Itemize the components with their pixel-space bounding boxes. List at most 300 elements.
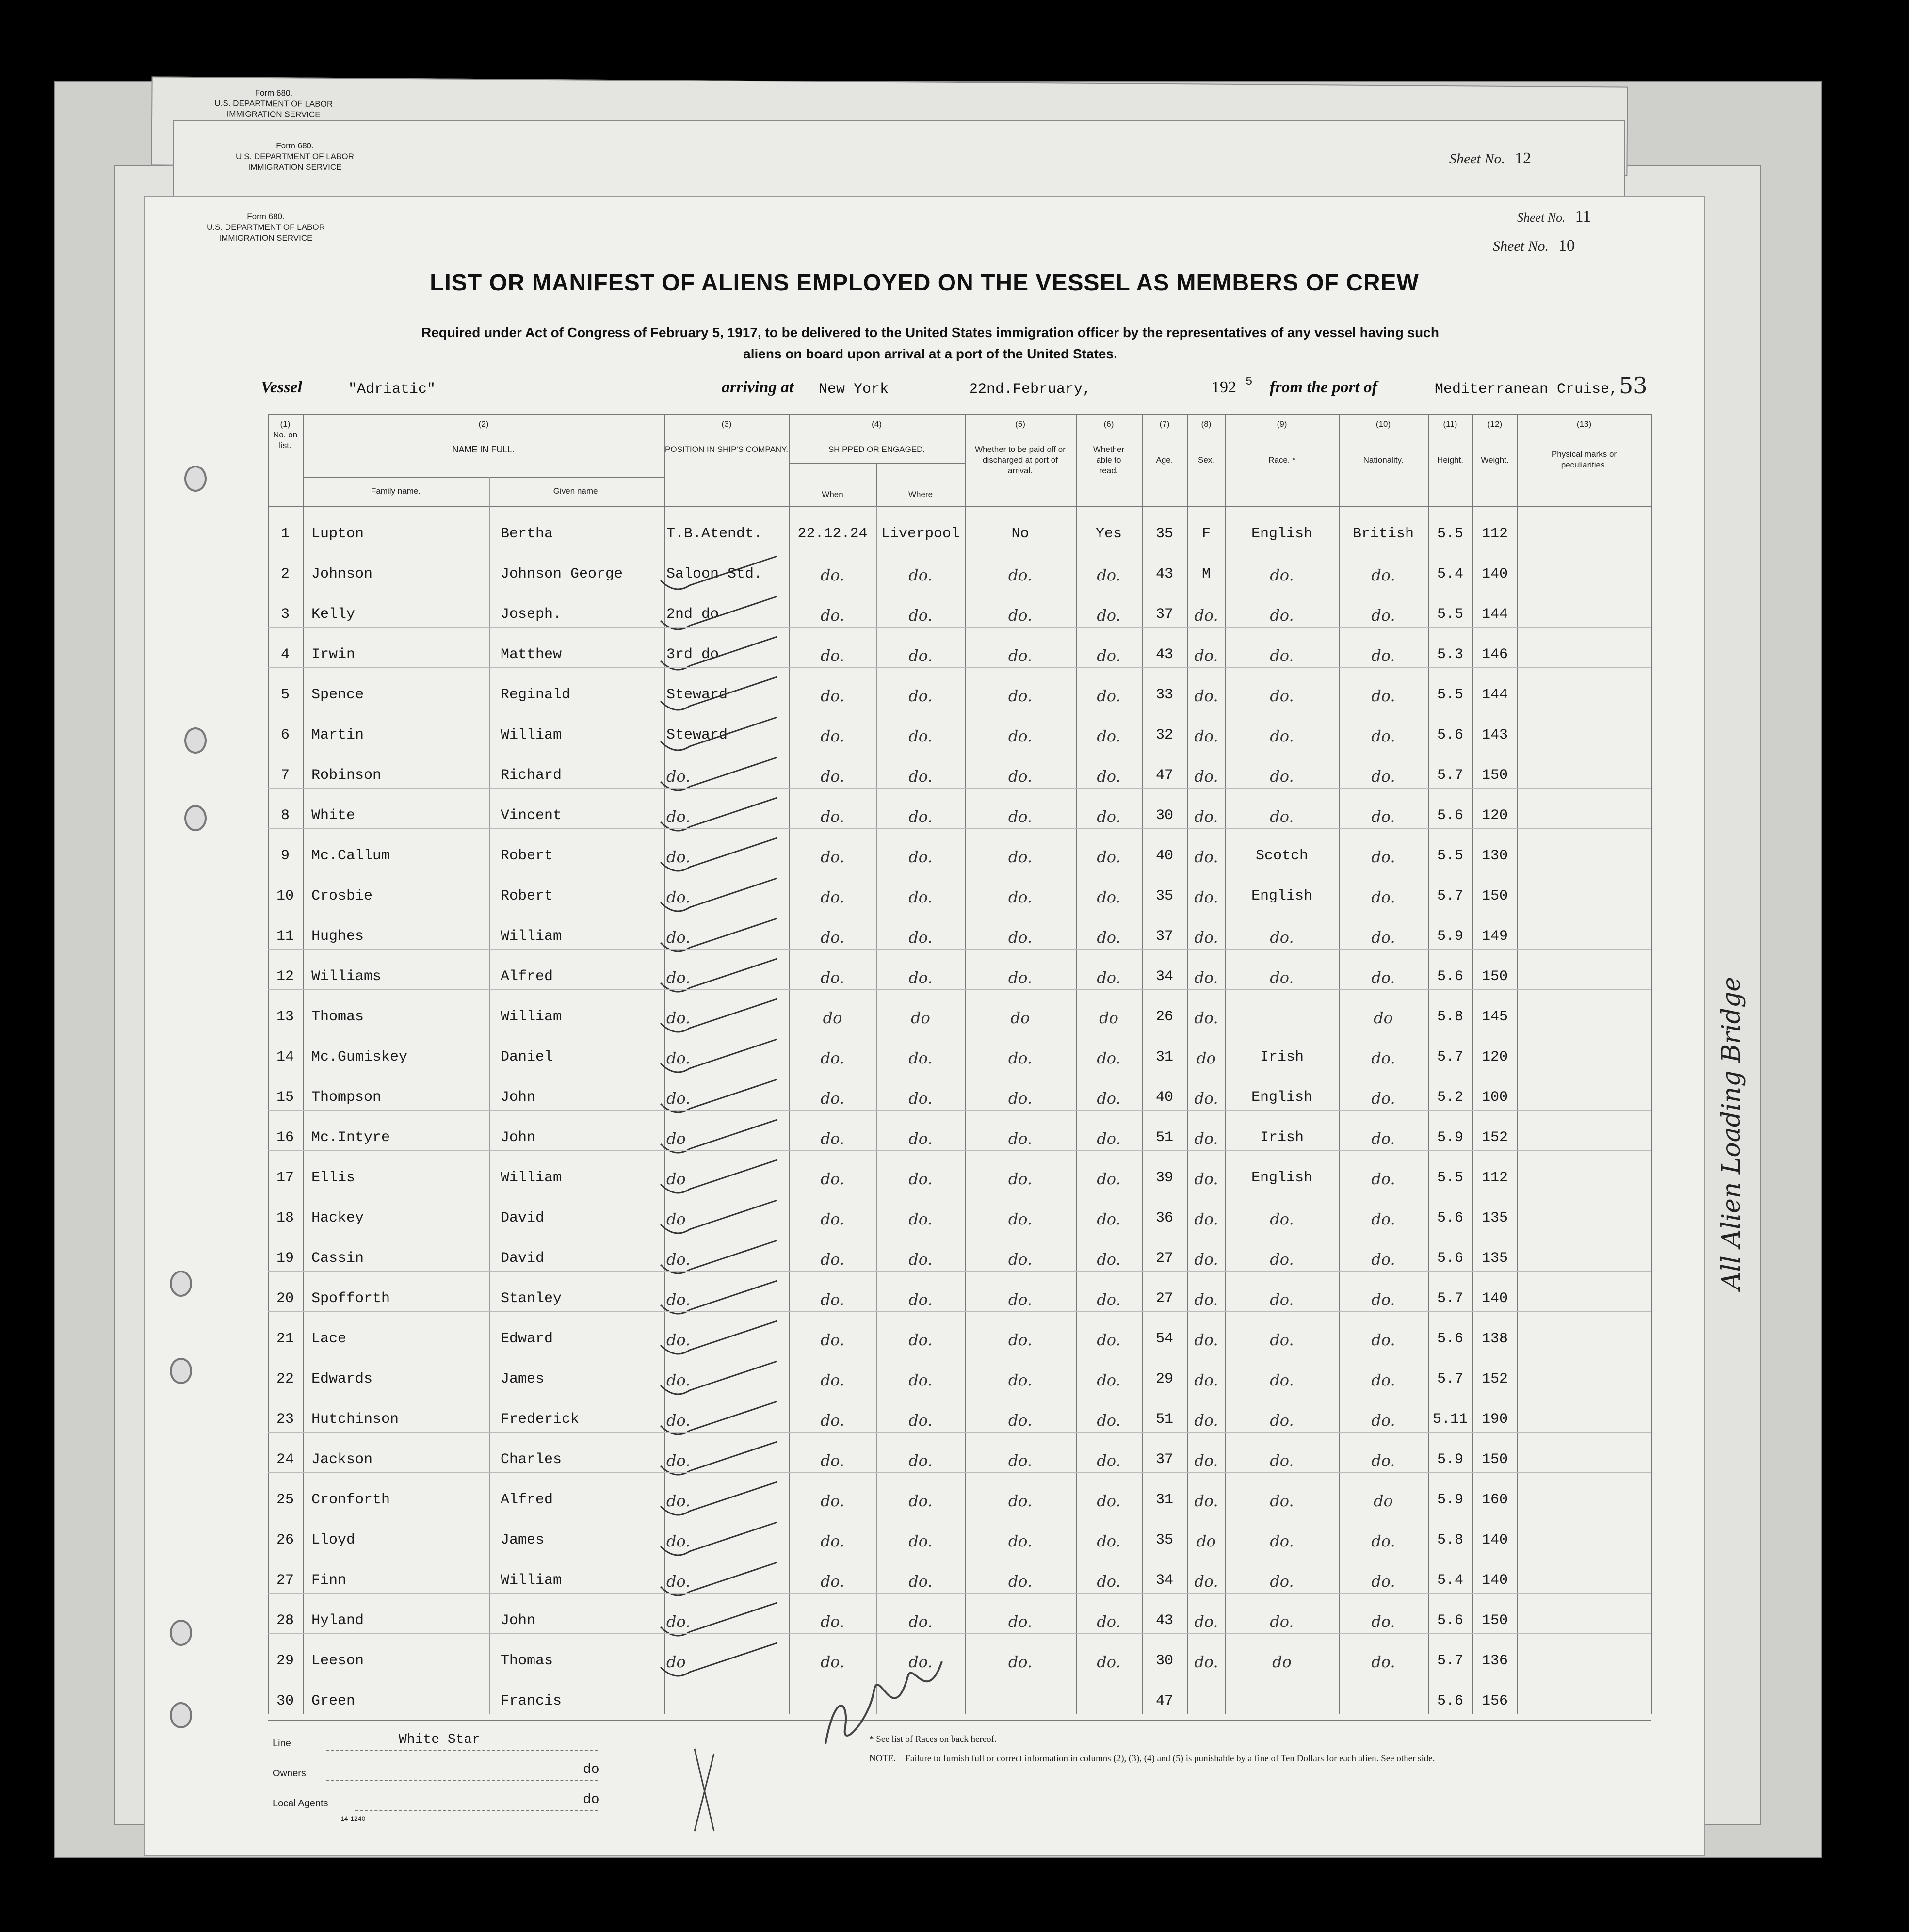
cell-read: do. bbox=[1097, 767, 1121, 786]
cell-position: do bbox=[666, 1170, 686, 1188]
form-header-back: Form 680. U.S. DEPARTMENT OF LABOR IMMIGRATION SERVICE bbox=[214, 88, 333, 119]
cell-height: 5.9 bbox=[1437, 1129, 1463, 1146]
cell-age: 47 bbox=[1155, 767, 1173, 784]
cell-weight: 140 bbox=[1481, 566, 1508, 582]
cell-no: 25 bbox=[276, 1492, 294, 1508]
cell-nationality: do. bbox=[1371, 1572, 1395, 1591]
cell-where: do. bbox=[908, 1492, 933, 1510]
cell-age: 43 bbox=[1155, 566, 1173, 582]
cell-position: do. bbox=[666, 1331, 691, 1349]
cell-given: David bbox=[501, 1250, 545, 1267]
cell-nationality: do. bbox=[1371, 1411, 1395, 1430]
cell-nationality: do. bbox=[1371, 687, 1395, 705]
col-race-header: (9) Race. * bbox=[1268, 419, 1295, 465]
cell-no: 15 bbox=[276, 1089, 294, 1106]
cell-age: 43 bbox=[1155, 646, 1173, 663]
cell-family: Kelly bbox=[311, 606, 356, 623]
table-row bbox=[268, 1070, 1651, 1110]
cell-no: 4 bbox=[280, 646, 290, 663]
cell-nationality: do. bbox=[1371, 1210, 1395, 1228]
cell-family: Hackey bbox=[311, 1210, 364, 1226]
cell-no: 14 bbox=[276, 1049, 294, 1065]
cell-where: do. bbox=[908, 1572, 933, 1591]
cell-family: Spofforth bbox=[311, 1290, 390, 1307]
cell-family: Mc.Gumiskey bbox=[311, 1049, 408, 1065]
cell-age: 30 bbox=[1155, 1653, 1173, 1669]
side-handwritten-annotation: All Alien Loading Bridge bbox=[1717, 976, 1746, 1290]
cell-weight: 136 bbox=[1481, 1653, 1508, 1669]
cell-given: Alfred bbox=[501, 968, 553, 985]
cell-family: Thomas bbox=[311, 1009, 364, 1025]
crew-manifest-table bbox=[268, 414, 1651, 1714]
table-row bbox=[268, 1311, 1651, 1352]
cell-read: do. bbox=[1097, 1290, 1121, 1309]
cell-position: do. bbox=[666, 1371, 691, 1389]
cell-where: do. bbox=[908, 1089, 933, 1108]
cell-age: 33 bbox=[1155, 687, 1173, 703]
col-position-header: (3) POSITION IN SHIP'S COMPANY. bbox=[665, 419, 788, 454]
cell-when: do bbox=[823, 1009, 842, 1027]
col-weight-header: (12) Weight. bbox=[1481, 419, 1509, 465]
sheet-number: Sheet No. 10 bbox=[1493, 237, 1575, 255]
cell-paid-off: do. bbox=[1008, 1451, 1033, 1470]
cell-height: 5.5 bbox=[1437, 606, 1463, 623]
cell-no: 13 bbox=[276, 1009, 294, 1025]
binder-hole bbox=[170, 1358, 192, 1384]
cell-no: 22 bbox=[276, 1371, 294, 1387]
cell-family: Crosbie bbox=[311, 888, 373, 904]
cell-age: 36 bbox=[1155, 1210, 1173, 1226]
cell-given: Edward bbox=[501, 1331, 553, 1347]
cell-read: do. bbox=[1097, 566, 1121, 584]
vessel-name: "Adriatic" bbox=[348, 381, 436, 398]
col-when-header: When bbox=[822, 490, 843, 499]
cell-position: do. bbox=[666, 1411, 691, 1430]
cell-when: do. bbox=[820, 928, 845, 947]
cell-position: do. bbox=[666, 1009, 691, 1027]
cell-where: do. bbox=[908, 1170, 933, 1188]
cell-nationality: do. bbox=[1371, 646, 1395, 665]
cell-when: do. bbox=[820, 1290, 845, 1309]
sheet-number-back: Sheet No. 12 bbox=[1449, 149, 1531, 167]
cell-age: 32 bbox=[1155, 727, 1173, 743]
cell-height: 5.2 bbox=[1437, 1089, 1463, 1106]
cell-sex: do. bbox=[1194, 606, 1218, 625]
cell-no: 1 bbox=[280, 526, 290, 542]
cell-age: 31 bbox=[1155, 1049, 1173, 1065]
signature-scribble bbox=[816, 1632, 961, 1758]
cell-family: Cassin bbox=[311, 1250, 364, 1267]
table-row bbox=[268, 949, 1651, 989]
cell-read: do. bbox=[1097, 1572, 1121, 1591]
cell-family: Cronforth bbox=[311, 1492, 390, 1508]
cell-read: Yes bbox=[1095, 526, 1122, 542]
cell-no: 9 bbox=[280, 848, 290, 864]
cell-family: Lupton bbox=[311, 526, 364, 542]
col-paid-off-header: (5) Whether to be paid off or discharged at port of arrival. bbox=[975, 419, 1066, 475]
cell-read: do. bbox=[1097, 928, 1121, 947]
cell-given: John bbox=[501, 1129, 536, 1146]
cell-when: do. bbox=[820, 968, 845, 987]
cell-age: 30 bbox=[1155, 807, 1173, 824]
cell-race: do. bbox=[1270, 767, 1294, 786]
cell-sex: do. bbox=[1194, 968, 1218, 987]
cell-given: John bbox=[501, 1612, 536, 1629]
cell-age: 29 bbox=[1155, 1371, 1173, 1387]
manifest-footer: Line White Star Owners do Local Agents do 14-1240 * See list of Races on back hereof. NOTE.—Failure to furnish full or correct information in columns (2), (3), (4) and (5) is punishable by a fine of Ten Dollars for each alien. See other side. bbox=[268, 1720, 1651, 1836]
cell-family: Mc.Callum bbox=[311, 848, 390, 864]
cell-height: 5.7 bbox=[1437, 1049, 1463, 1065]
cell-nationality: do. bbox=[1371, 1371, 1395, 1389]
table-row bbox=[268, 869, 1651, 909]
cell-when: do. bbox=[820, 1170, 845, 1188]
cell-weight: 135 bbox=[1481, 1210, 1508, 1226]
cell-weight: 160 bbox=[1481, 1492, 1508, 1508]
cell-family: Thompson bbox=[311, 1089, 382, 1106]
table-row bbox=[268, 587, 1651, 627]
form-code: 14-1240 bbox=[340, 1815, 366, 1822]
cell-height: 5.7 bbox=[1437, 1653, 1463, 1669]
owners: do bbox=[583, 1762, 599, 1777]
cell-read: do. bbox=[1097, 727, 1121, 745]
cell-when: do. bbox=[820, 807, 845, 826]
table-row bbox=[268, 547, 1651, 587]
cell-race: do. bbox=[1270, 1532, 1294, 1550]
cell-family: Edwards bbox=[311, 1371, 373, 1387]
cell-when: do. bbox=[820, 646, 845, 665]
cell-where: do. bbox=[908, 1451, 933, 1470]
cell-age: 34 bbox=[1155, 968, 1173, 985]
background-sheet-11 bbox=[173, 120, 1625, 205]
cell-family: Lace bbox=[311, 1331, 347, 1347]
cell-where: do. bbox=[908, 1331, 933, 1349]
cell-height: 5.11 bbox=[1432, 1411, 1468, 1428]
cell-no: 16 bbox=[276, 1129, 294, 1146]
cell-read: do. bbox=[1097, 1492, 1121, 1510]
cell-paid-off: do. bbox=[1008, 1532, 1033, 1550]
cell-position: Saloon Std. bbox=[666, 566, 763, 582]
cell-family: Ellis bbox=[311, 1170, 356, 1186]
cell-family: Martin bbox=[311, 727, 364, 743]
cell-age: 54 bbox=[1155, 1331, 1173, 1347]
cell-race: do bbox=[1272, 1653, 1292, 1671]
cell-no: 26 bbox=[276, 1532, 294, 1548]
cell-position: 2nd do bbox=[666, 606, 719, 623]
cell-race: English bbox=[1251, 888, 1313, 904]
cell-given: James bbox=[501, 1371, 545, 1387]
cell-weight: 138 bbox=[1481, 1331, 1508, 1347]
cell-given: Johnson George bbox=[501, 566, 623, 582]
cell-race: English bbox=[1251, 526, 1313, 542]
cell-sex: do. bbox=[1194, 1492, 1218, 1510]
cell-paid-off: do. bbox=[1008, 1572, 1033, 1591]
cell-weight: 156 bbox=[1481, 1693, 1508, 1709]
cell-when: do. bbox=[820, 848, 845, 866]
cell-weight: 140 bbox=[1481, 1532, 1508, 1548]
cell-given: Stanley bbox=[501, 1290, 562, 1307]
cell-sex: do. bbox=[1194, 928, 1218, 947]
cell-sex: do. bbox=[1194, 888, 1218, 906]
cell-read: do. bbox=[1097, 807, 1121, 826]
cell-nationality: do. bbox=[1371, 1290, 1395, 1309]
x-mark bbox=[690, 1739, 719, 1836]
cell-read: do. bbox=[1097, 1371, 1121, 1389]
cell-age: 26 bbox=[1155, 1009, 1173, 1025]
cell-sex: do. bbox=[1194, 1411, 1218, 1430]
cell-nationality: do. bbox=[1371, 1612, 1395, 1631]
table-row bbox=[268, 748, 1651, 788]
cell-paid-off: do. bbox=[1008, 606, 1033, 625]
cell-paid-off: do. bbox=[1008, 1250, 1033, 1269]
cell-height: 5.6 bbox=[1437, 1250, 1463, 1267]
table-row bbox=[268, 1392, 1651, 1432]
cell-race: do. bbox=[1270, 1331, 1294, 1349]
cell-age: 47 bbox=[1155, 1693, 1173, 1709]
cell-race: Irish bbox=[1260, 1129, 1304, 1146]
cell-nationality: do. bbox=[1371, 727, 1395, 745]
col-number-header: (1) No. on list. bbox=[273, 419, 298, 450]
cell-where: do. bbox=[908, 1371, 933, 1389]
col-name-header: (2) NAME IN FULL. bbox=[452, 419, 515, 454]
cell-age: 40 bbox=[1155, 1089, 1173, 1106]
cell-no: 12 bbox=[276, 968, 294, 985]
cell-family: Mc.Intyre bbox=[311, 1129, 390, 1146]
cell-position: do. bbox=[666, 888, 691, 906]
cell-family: Hutchinson bbox=[311, 1411, 399, 1428]
races-note: * See list of Races on back hereof. bbox=[869, 1734, 997, 1744]
sheet-number-behind: Sheet No. 11 bbox=[1517, 208, 1591, 225]
cell-sex: do. bbox=[1194, 1129, 1218, 1148]
cell-paid-off: do. bbox=[1008, 928, 1033, 947]
cell-given: William bbox=[501, 1170, 562, 1186]
cell-sex: do. bbox=[1194, 848, 1218, 866]
cell-height: 5.4 bbox=[1437, 1572, 1463, 1589]
arrival-port: New York bbox=[819, 381, 889, 398]
table-row bbox=[268, 828, 1651, 869]
cell-when: do. bbox=[820, 1572, 845, 1591]
cell-no: 11 bbox=[276, 928, 294, 945]
cell-race: do. bbox=[1270, 1612, 1294, 1631]
cell-race: do. bbox=[1270, 1492, 1294, 1510]
cell-paid-off: do. bbox=[1008, 727, 1033, 745]
cell-age: 51 bbox=[1155, 1411, 1173, 1428]
cell-position: do. bbox=[666, 1572, 691, 1591]
col-family-name-header: Family name. bbox=[371, 486, 421, 496]
cell-read: do. bbox=[1097, 848, 1121, 866]
binder-hole bbox=[170, 1702, 192, 1728]
cell-weight: 190 bbox=[1481, 1411, 1508, 1428]
cell-height: 5.5 bbox=[1437, 848, 1463, 864]
cell-nationality: do. bbox=[1371, 1089, 1395, 1108]
cell-where: do. bbox=[908, 848, 933, 866]
cell-weight: 112 bbox=[1481, 526, 1508, 542]
cell-weight: 150 bbox=[1481, 1612, 1508, 1629]
cell-where: do. bbox=[908, 767, 933, 786]
cell-nationality: do. bbox=[1371, 888, 1395, 906]
cell-age: 39 bbox=[1155, 1170, 1173, 1186]
cell-paid-off: do. bbox=[1008, 1331, 1033, 1349]
cell-position: do. bbox=[666, 767, 691, 786]
cell-paid-off: do. bbox=[1008, 1492, 1033, 1510]
cell-family: Spence bbox=[311, 687, 364, 703]
cell-height: 5.8 bbox=[1437, 1532, 1463, 1548]
cell-age: 27 bbox=[1155, 1290, 1173, 1307]
cell-weight: 130 bbox=[1481, 848, 1508, 864]
table-row bbox=[268, 909, 1651, 949]
cell-race: do. bbox=[1270, 1572, 1294, 1591]
cell-family: Irwin bbox=[311, 646, 356, 663]
cell-read: do. bbox=[1097, 1411, 1121, 1430]
cell-weight: 120 bbox=[1481, 1049, 1508, 1065]
cell-nationality: do. bbox=[1371, 928, 1395, 947]
cell-height: 5.9 bbox=[1437, 1451, 1463, 1468]
cell-age: 27 bbox=[1155, 1250, 1173, 1267]
cell-age: 31 bbox=[1155, 1492, 1173, 1508]
cell-where: do. bbox=[908, 1290, 933, 1309]
cell-no: 3 bbox=[280, 606, 290, 623]
cell-race: do. bbox=[1270, 606, 1294, 625]
cell-weight: 152 bbox=[1481, 1129, 1508, 1146]
cell-nationality: do bbox=[1374, 1009, 1393, 1027]
cell-nationality: do. bbox=[1371, 566, 1395, 584]
cell-sex: M bbox=[1201, 566, 1211, 582]
col-age-header: (7) Age. bbox=[1156, 419, 1173, 465]
col-marks-header: (13) Physical marks or peculiarities. bbox=[1551, 419, 1617, 469]
cell-position: do bbox=[666, 1210, 686, 1228]
table-row bbox=[268, 1593, 1651, 1633]
cell-when: 22.12.24 bbox=[797, 526, 868, 542]
cell-race: Irish bbox=[1260, 1049, 1304, 1065]
cell-when: do. bbox=[820, 1250, 845, 1269]
cell-race: do. bbox=[1270, 566, 1294, 584]
cell-sex: do bbox=[1197, 1532, 1216, 1550]
cell-read: do. bbox=[1097, 888, 1121, 906]
cell-paid-off: do. bbox=[1008, 646, 1033, 665]
cell-position: do. bbox=[666, 928, 691, 947]
cell-family: Hyland bbox=[311, 1612, 364, 1629]
cell-weight: 140 bbox=[1481, 1572, 1508, 1589]
cell-position: do. bbox=[666, 1451, 691, 1470]
cell-height: 5.6 bbox=[1437, 1331, 1463, 1347]
cell-position: do bbox=[666, 1129, 686, 1148]
cell-no: 23 bbox=[276, 1411, 294, 1428]
cell-where: do. bbox=[908, 928, 933, 947]
cell-no: 17 bbox=[276, 1170, 294, 1186]
cell-age: 37 bbox=[1155, 928, 1173, 945]
cell-given: David bbox=[501, 1210, 545, 1226]
table-row bbox=[268, 627, 1651, 667]
table-row bbox=[268, 1030, 1651, 1070]
cell-family: Johnson bbox=[311, 566, 373, 582]
cell-nationality: do. bbox=[1371, 1532, 1395, 1550]
cell-sex: do. bbox=[1194, 1612, 1218, 1631]
binder-hole bbox=[184, 466, 207, 492]
cell-position: Steward bbox=[666, 687, 728, 703]
cell-nationality: do. bbox=[1371, 1049, 1395, 1067]
cell-height: 5.5 bbox=[1437, 1170, 1463, 1186]
cell-sex: do. bbox=[1194, 687, 1218, 705]
cell-nationality: do. bbox=[1371, 848, 1395, 866]
cell-paid-off: do. bbox=[1008, 566, 1033, 584]
col-where-header: Where bbox=[908, 490, 933, 499]
cell-where: do. bbox=[908, 1049, 933, 1067]
cell-position: do. bbox=[666, 1492, 691, 1510]
binder-hole bbox=[184, 727, 207, 754]
table-row bbox=[268, 506, 1651, 547]
cell-given: Robert bbox=[501, 888, 553, 904]
cell-height: 5.7 bbox=[1437, 1290, 1463, 1307]
cell-height: 5.6 bbox=[1437, 1612, 1463, 1629]
cell-height: 5.6 bbox=[1437, 727, 1463, 743]
cell-given: Francis bbox=[501, 1693, 562, 1709]
cell-where: do. bbox=[908, 968, 933, 987]
cell-sex: do. bbox=[1194, 727, 1218, 745]
table-row bbox=[268, 1513, 1651, 1553]
cell-family: Hughes bbox=[311, 928, 364, 945]
table-row bbox=[268, 1231, 1651, 1271]
cell-age: 40 bbox=[1155, 848, 1173, 864]
cell-height: 5.7 bbox=[1437, 888, 1463, 904]
cell-nationality: do. bbox=[1371, 968, 1395, 987]
cell-when: do. bbox=[820, 687, 845, 705]
cell-when: do. bbox=[820, 1331, 845, 1349]
cell-race: do. bbox=[1270, 928, 1294, 947]
shipping-line: White Star bbox=[399, 1732, 481, 1747]
vessel-line: Vessel "Adriatic" arriving at New York 22nd.February, 192 5 from the port of Mediterranean Cruise, 53 bbox=[261, 378, 1667, 407]
form-header: Form 680. U.S. DEPARTMENT OF LABOR IMMIGRATION SERVICE bbox=[207, 212, 325, 242]
cell-no: 5 bbox=[280, 687, 290, 703]
cell-weight: 120 bbox=[1481, 807, 1508, 824]
cell-position: do. bbox=[666, 1532, 691, 1550]
cell-read: do. bbox=[1097, 1129, 1121, 1148]
cell-when: do. bbox=[820, 1492, 845, 1510]
cell-height: 5.6 bbox=[1437, 968, 1463, 985]
col-shipped-header: (4) SHIPPED OR ENGAGED. bbox=[828, 419, 925, 454]
cell-height: 5.4 bbox=[1437, 566, 1463, 582]
cell-weight: 135 bbox=[1481, 1250, 1508, 1267]
cell-read: do. bbox=[1097, 1049, 1121, 1067]
cell-position: 3rd do bbox=[666, 646, 719, 663]
cell-height: 5.5 bbox=[1437, 687, 1463, 703]
cell-given: Bertha bbox=[501, 526, 553, 542]
cell-given: William bbox=[501, 1572, 562, 1589]
cell-read: do. bbox=[1097, 687, 1121, 705]
table-row bbox=[268, 788, 1651, 828]
cell-family: Leeson bbox=[311, 1653, 364, 1669]
cell-where: do. bbox=[908, 1250, 933, 1269]
cell-given: James bbox=[501, 1532, 545, 1548]
cell-where: do bbox=[911, 1009, 930, 1027]
col-given-name-header: Given name. bbox=[553, 486, 600, 496]
cell-when: do. bbox=[820, 1371, 845, 1389]
cell-read: do. bbox=[1097, 1653, 1121, 1671]
cell-paid-off: do bbox=[1010, 1009, 1030, 1027]
cell-when: do. bbox=[820, 566, 845, 584]
cell-paid-off: do. bbox=[1008, 1371, 1033, 1389]
cell-race: Scotch bbox=[1255, 848, 1309, 864]
cell-paid-off: do. bbox=[1008, 1210, 1033, 1228]
cell-when: do. bbox=[820, 888, 845, 906]
cell-age: 34 bbox=[1155, 1572, 1173, 1589]
cell-paid-off: do. bbox=[1008, 767, 1033, 786]
cell-paid-off: do. bbox=[1008, 1129, 1033, 1148]
arrival-date: 22nd.February, bbox=[969, 381, 1092, 398]
cell-where: do. bbox=[908, 1411, 933, 1430]
cell-race: do. bbox=[1270, 1451, 1294, 1470]
cell-race: do. bbox=[1270, 1411, 1294, 1430]
cell-race: English bbox=[1251, 1089, 1313, 1106]
cell-weight: 112 bbox=[1481, 1170, 1508, 1186]
